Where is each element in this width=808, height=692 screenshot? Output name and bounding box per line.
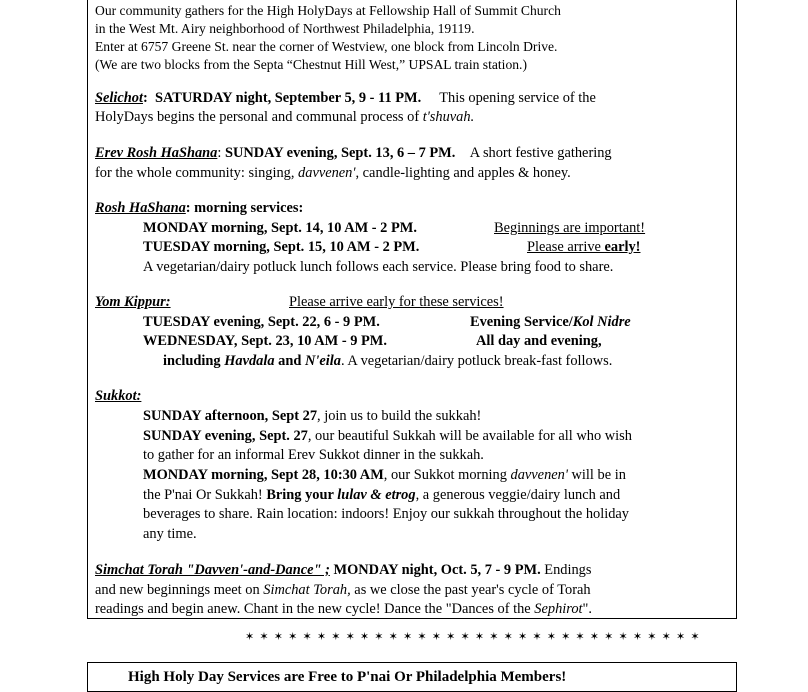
simchat-l2a: and new beginnings meet on bbox=[95, 582, 264, 598]
selichot-desc1: This opening service of the bbox=[439, 90, 596, 106]
simchat-line-3 bbox=[95, 600, 592, 619]
simchat-line-1 bbox=[95, 561, 591, 580]
erev-rosh-when: SUNDAY evening, Sept. 13, 6 – 7 PM. bbox=[224, 145, 456, 161]
sukkot-l1: , join us to build the sukkah! bbox=[317, 408, 482, 424]
sukkot-l5i: lulav & etrog bbox=[337, 487, 416, 503]
sukkot-l5b: Bring your bbox=[266, 487, 338, 503]
rosh-tuesday-note-a: Please arrive bbox=[527, 239, 605, 255]
yom-tuesday-service bbox=[470, 313, 631, 332]
selichot-line-1: Selichot: SATURDAY night, September 5, 9 - 11 PM. This opening service of the bbox=[95, 90, 596, 106]
erev-rosh-line-1: Erev Rosh HaShana: SUNDAY evening, Sept. 13, 6 – 7 PM. A short festive gathering bbox=[95, 145, 612, 161]
rosh-label: : morning services: bbox=[185, 200, 304, 216]
selichot-term: t'shuvah. bbox=[422, 109, 475, 125]
sukkot-line-1 bbox=[143, 407, 481, 426]
sukkot-l5a: the P'nai Or Sukkah! bbox=[143, 487, 267, 503]
rosh-line-1 bbox=[95, 199, 303, 218]
simchat-after: Endings bbox=[540, 562, 592, 578]
yom-wednesday: WEDNESDAY, Sept. 23, 10 AM - 9 PM. bbox=[143, 333, 387, 349]
rosh-tuesday-note-b: early! bbox=[604, 239, 641, 255]
rosh-title: Rosh HaShana bbox=[95, 200, 186, 216]
simchat-l3i: Sephirot bbox=[534, 601, 583, 617]
havdala-term: Havdala bbox=[224, 353, 275, 369]
yom-service-label: Evening Service/ bbox=[470, 314, 573, 330]
erev-rosh-term: davvenen' bbox=[298, 165, 356, 181]
sukkot-l4: , our Sukkot morning bbox=[383, 467, 511, 483]
yom-incl: including bbox=[163, 353, 225, 369]
simchat-l3a: readings and begin anew. Chant in the new cycle! Dance the "Dances of the bbox=[95, 601, 535, 617]
simchat-title: Simchat Torah "Davven'-and-Dance" ; bbox=[95, 562, 330, 578]
intro-line-1: Our community gathers for the High HolyDays at Fellowship Hall of Summit Church bbox=[95, 3, 561, 18]
erev-rosh-line-2 bbox=[95, 164, 571, 183]
erev-rosh-title: Erev Rosh HaShana bbox=[95, 145, 218, 161]
sukkot-l4b: MONDAY morning, Sept 28, 10:30 AM bbox=[143, 467, 384, 483]
yom-title: Yom Kippur: bbox=[95, 294, 171, 310]
selichot-desc2: HolyDays begins the personal and communal process of bbox=[95, 109, 423, 125]
erev-rosh-desc2b: , candle-lighting and apples & honey. bbox=[355, 165, 571, 181]
yom-and: and bbox=[274, 353, 305, 369]
yom-tuesday: TUESDAY evening, Sept. 22, 6 - 9 PM. bbox=[143, 314, 380, 330]
simchat-l3b: ". bbox=[582, 601, 593, 617]
simchat-l2b: as we close the past year's cycle of Torah bbox=[350, 582, 591, 598]
rosh-tuesday bbox=[143, 238, 419, 257]
erev-rosh-desc2a: for the whole community: singing, bbox=[95, 165, 299, 181]
selichot-when: SATURDAY night, September 5, 9 - 11 PM. bbox=[154, 90, 422, 106]
yom-including bbox=[163, 352, 612, 371]
sukkot-l1b: SUNDAY afternoon, Sept 27 bbox=[143, 408, 318, 424]
simchat-l2i: Simchat Torah, bbox=[263, 582, 351, 598]
simchat-line-2 bbox=[95, 581, 591, 600]
simchat-when: MONDAY night, Oct. 5, 7 - 9 PM. bbox=[329, 562, 541, 578]
sukkot-l2b: SUNDAY evening, Sept. 27 bbox=[143, 428, 308, 444]
sukkot-line-6: beverages to share. Rain location: indoors! Enjoy our sukkah throughout the holiday bbox=[143, 506, 629, 522]
sukkot-line-5 bbox=[143, 486, 620, 505]
rosh-monday-note: Beginnings are important! bbox=[494, 220, 646, 236]
bottom-title: High Holy Day Services are Free to P'nai Or Philadelphia Members! bbox=[128, 669, 567, 685]
sukkot-title: Sukkot: bbox=[95, 388, 142, 404]
intro-line-2: in the West Mt. Airy neighborhood of Northwest Philadelphia, 19119. bbox=[95, 21, 475, 36]
yom-potluck: . A vegetarian/dairy potluck break-fast follows. bbox=[340, 353, 613, 369]
sukkot-l4c: will be in bbox=[567, 467, 626, 483]
sukkot-line-3: to gather for an informal Erev Sukkot dinner in the sukkah. bbox=[143, 447, 484, 463]
rosh-monday-time: MONDAY morning, Sept. 14, 10 AM - 2 PM. bbox=[143, 220, 417, 236]
selichot-title: Selichot bbox=[95, 90, 143, 106]
rosh-tuesday-time: TUESDAY morning, Sept. 15, 10 AM - 2 PM. bbox=[143, 239, 420, 255]
intro-line-4: (We are two blocks from the Septa “Chestnut Hill West,” UPSAL train station.) bbox=[95, 57, 527, 72]
erev-rosh-desc1: A short festive gathering bbox=[469, 145, 612, 161]
intro-line-3: Enter at 6757 Greene St. near the corner of Westview, one block from Lincoln Drive. bbox=[95, 39, 558, 54]
rosh-tuesday-note bbox=[527, 238, 640, 257]
sukkot-l4i: davvenen' bbox=[510, 467, 568, 483]
sukkot-line-7: any time. bbox=[143, 526, 197, 542]
rosh-potluck: A vegetarian/dairy potluck lunch follows each service. Please bring food to share. bbox=[143, 259, 614, 275]
sukkot-line-2 bbox=[143, 427, 632, 446]
sukkot-l2: , our beautiful Sukkah will be available for all who wish bbox=[307, 428, 632, 444]
selichot-line-2 bbox=[95, 108, 474, 127]
sukkot-l5c: , a generous veggie/dairy lunch and bbox=[415, 487, 621, 503]
yom-note: Please arrive early for these services! bbox=[289, 294, 504, 310]
yom-wednesday-desc: All day and evening, bbox=[476, 333, 602, 349]
sukkot-line-4 bbox=[143, 466, 626, 485]
rosh-monday bbox=[143, 219, 417, 238]
star-separator: ✶ ✶ ✶ ✶ ✶ ✶ ✶ ✶ ✶ ✶ ✶ ✶ ✶ ✶ ✶ ✶ ✶ ✶ ✶ ✶ ✶ ✶ ✶ ✶ ✶ ✶ ✶ ✶ ✶ ✶ ✶ ✶ bbox=[245, 631, 701, 643]
neila-term: N'eila bbox=[304, 353, 341, 369]
kol-nidre-term: Kol Nidre bbox=[572, 314, 631, 330]
